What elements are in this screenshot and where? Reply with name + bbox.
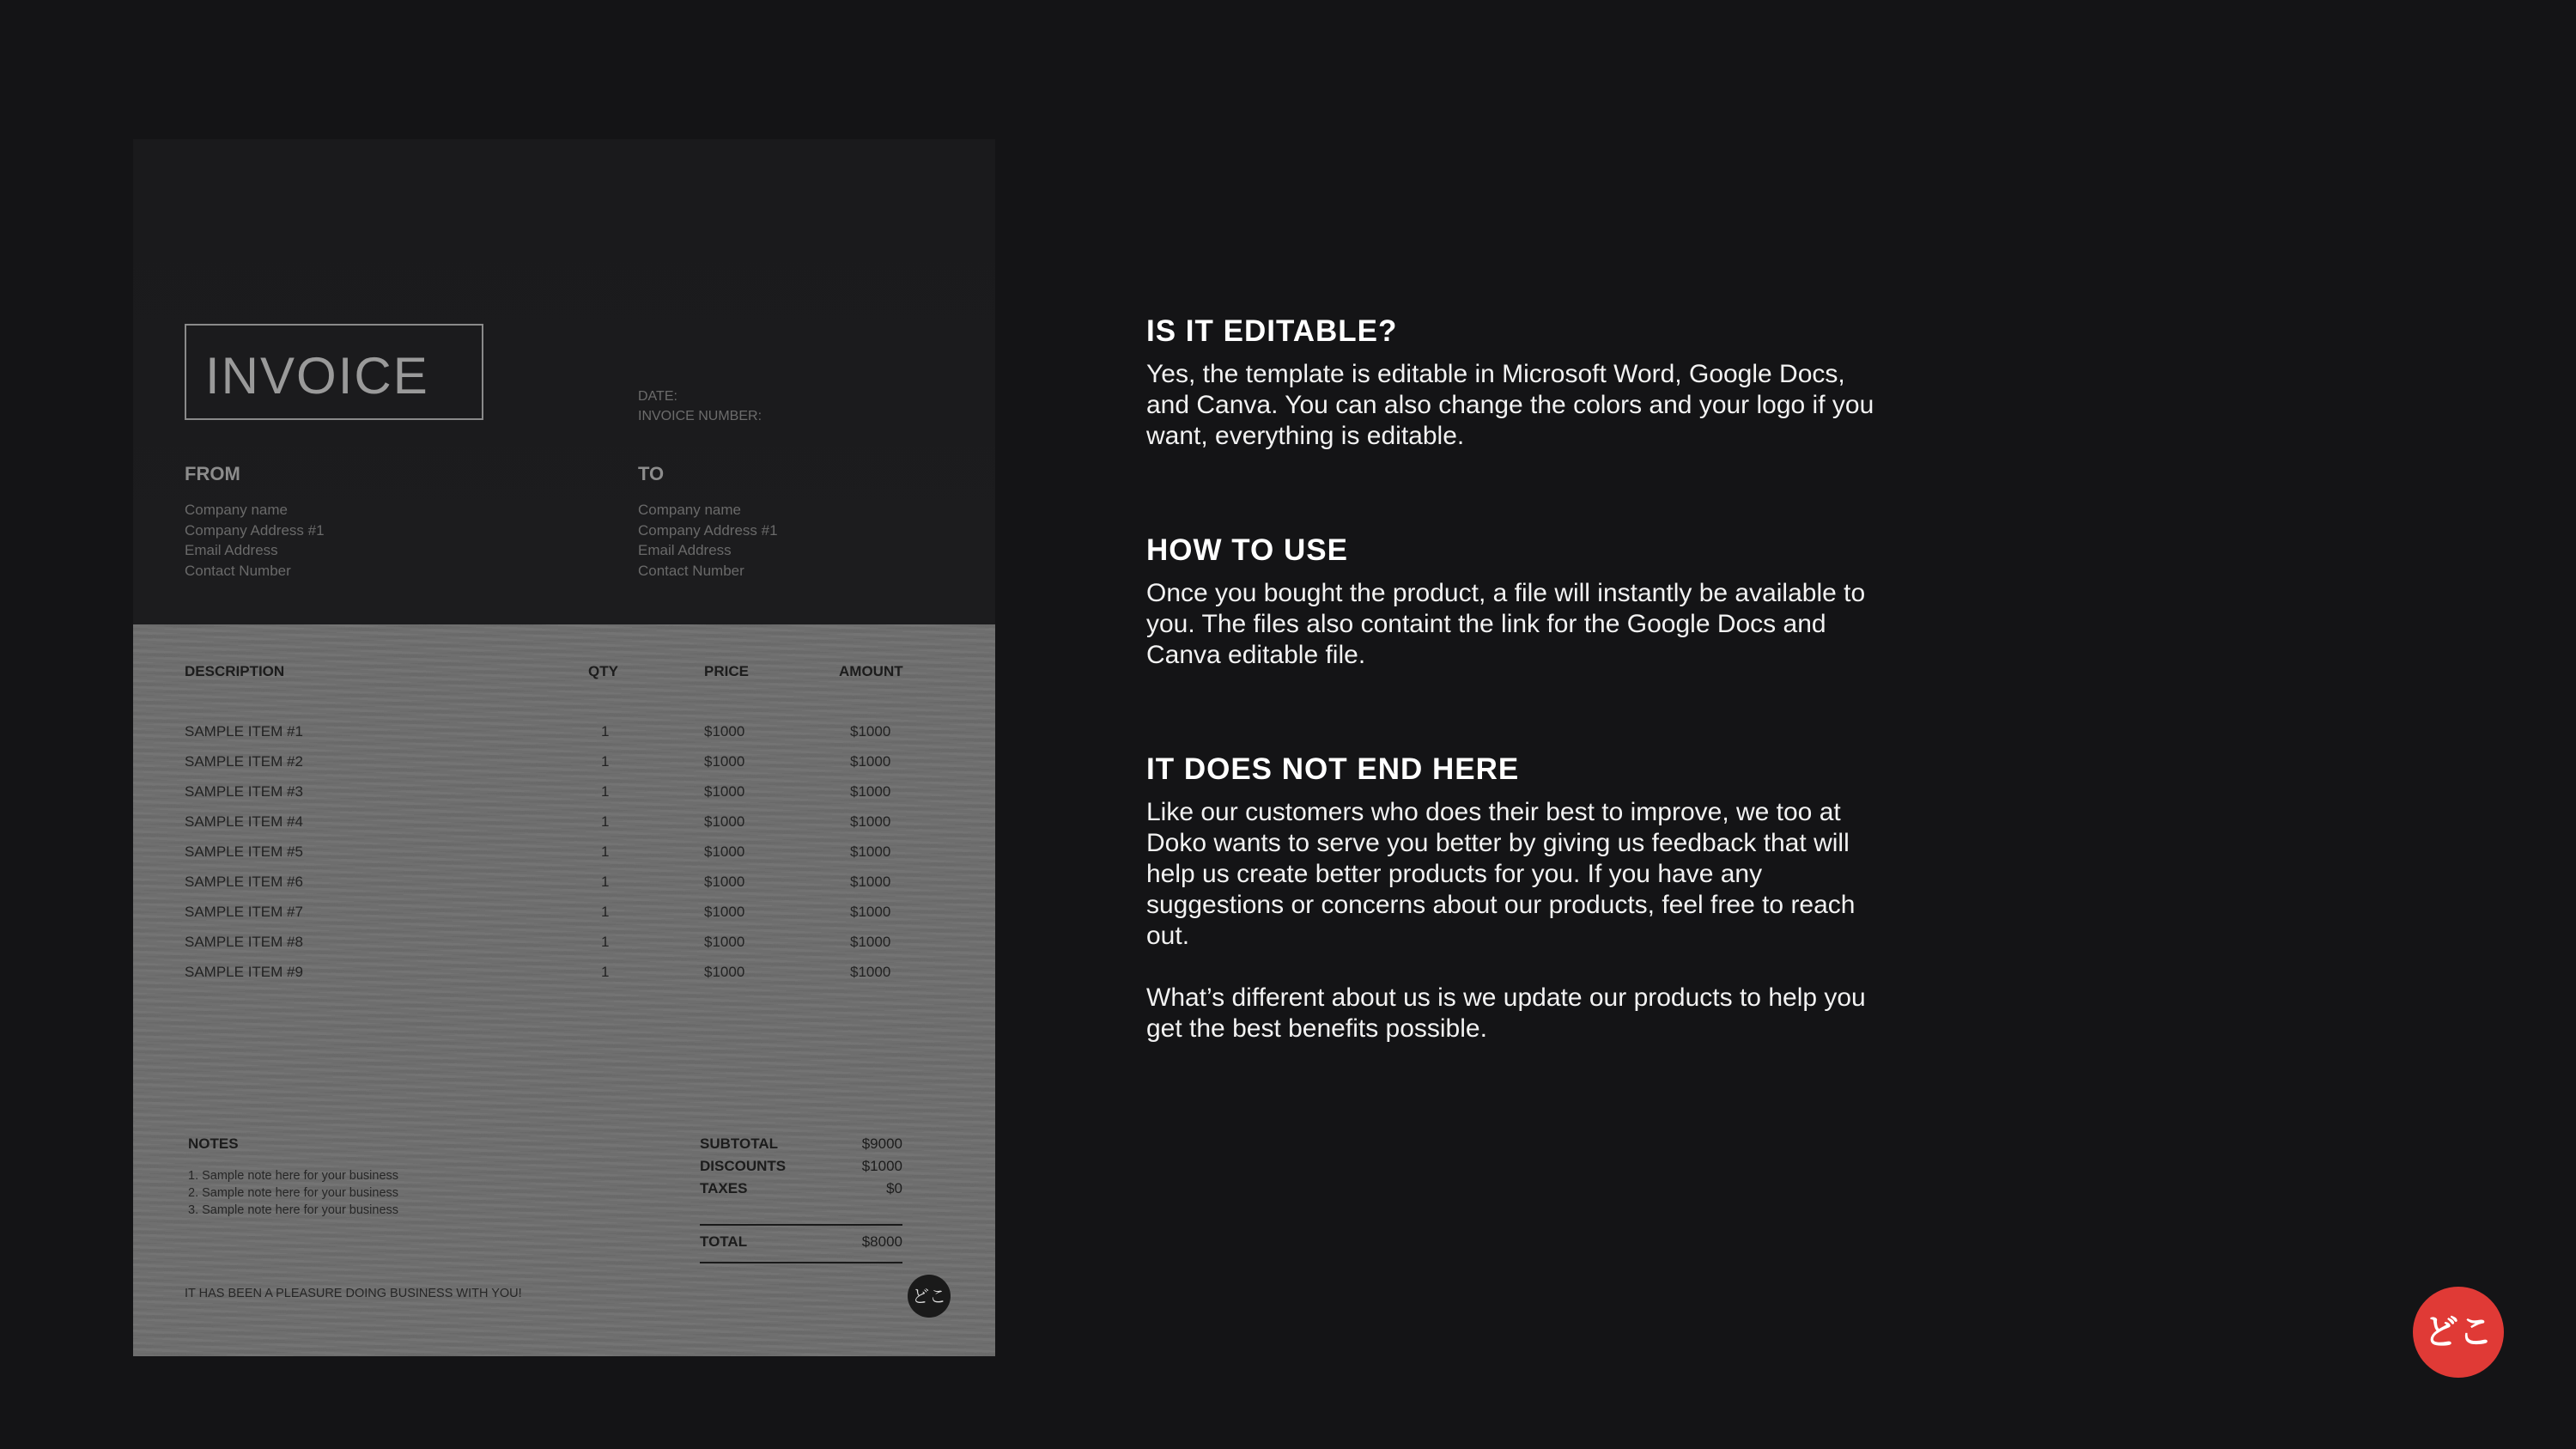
discounts-value: $1000 xyxy=(861,1158,902,1174)
item-description: SAMPLE ITEM #2 xyxy=(185,753,303,770)
from-details xyxy=(185,500,325,581)
item-qty: 1 xyxy=(601,813,610,830)
item-description: SAMPLE ITEM #3 xyxy=(185,783,303,800)
item-qty: 1 xyxy=(601,723,610,740)
note-item: 3. Sample note here for your business xyxy=(188,1203,399,1217)
item-qty: 1 xyxy=(601,843,610,860)
item-price: $1000 xyxy=(704,904,745,920)
table-row xyxy=(133,753,995,783)
faq-heading: HOW TO USE xyxy=(1146,533,1348,567)
table-row xyxy=(133,934,995,964)
taxes-row xyxy=(700,1180,902,1202)
item-price: $1000 xyxy=(704,843,745,860)
note-item: 2. Sample note here for your business xyxy=(188,1186,399,1200)
column-header-description: DESCRIPTION xyxy=(185,663,285,679)
discounts-label: DISCOUNTS xyxy=(700,1158,787,1174)
item-description: SAMPLE ITEM #1 xyxy=(185,723,303,740)
item-price: $1000 xyxy=(704,783,745,800)
invoice-logo: どこ xyxy=(908,1275,951,1318)
faq-how-to-use xyxy=(1146,533,1885,671)
item-qty: 1 xyxy=(601,753,610,770)
item-amount: $1000 xyxy=(850,723,891,740)
table-row xyxy=(133,874,995,904)
total-row xyxy=(700,1233,902,1256)
invoice-title-box xyxy=(185,324,483,420)
column-header-qty: QTY xyxy=(588,663,618,679)
subtotal-value: $9000 xyxy=(861,1135,902,1152)
from-email: Email Address xyxy=(185,542,278,558)
item-amount: $1000 xyxy=(850,904,891,920)
brand-logo-badge: どこ xyxy=(2413,1287,2504,1378)
item-amount: $1000 xyxy=(850,934,891,950)
faq-paragraph: Like our customers who does their best to improve, we too at Doko wants to serve you better by giving us feedback that will help us create better products for you. If you have any suggestions or concerns about our products, feel free to reach out. xyxy=(1146,798,1856,950)
item-price: $1000 xyxy=(704,874,745,890)
table-row xyxy=(133,783,995,813)
item-description: SAMPLE ITEM #7 xyxy=(185,904,303,920)
taxes-value: $0 xyxy=(886,1180,902,1196)
table-row xyxy=(133,723,995,753)
discounts-row xyxy=(700,1158,902,1180)
invoice-number-label: INVOICE NUMBER: xyxy=(638,409,762,423)
subtotal-row xyxy=(700,1135,902,1158)
table-row xyxy=(133,904,995,934)
item-qty: 1 xyxy=(601,874,610,890)
item-amount: $1000 xyxy=(850,843,891,860)
subtotal-label: SUBTOTAL xyxy=(700,1135,778,1152)
taxes-label: TAXES xyxy=(700,1180,748,1196)
note-item: 1. Sample note here for your business xyxy=(188,1169,399,1183)
item-amount: $1000 xyxy=(850,753,891,770)
notes-heading: NOTES xyxy=(188,1135,239,1152)
table-row xyxy=(133,843,995,874)
total-divider-bottom xyxy=(700,1262,902,1263)
total-divider-top xyxy=(700,1224,902,1226)
total-value: $8000 xyxy=(861,1233,902,1250)
item-description: SAMPLE ITEM #6 xyxy=(185,874,303,890)
to-email: Email Address xyxy=(638,542,732,558)
faq-heading: IS IT EDITABLE? xyxy=(1146,314,1398,348)
column-header-price: PRICE xyxy=(704,663,749,679)
item-description: SAMPLE ITEM #5 xyxy=(185,843,303,860)
faq-paragraph: Once you bought the product, a file will instantly be available to you. The files also containt the link for the Google Docs and Canva editable file. xyxy=(1146,579,1866,669)
total-label: TOTAL xyxy=(700,1233,748,1250)
item-price: $1000 xyxy=(704,964,745,980)
invoice-preview xyxy=(133,139,995,1356)
to-company-name: Company name xyxy=(638,502,742,518)
faq-editable xyxy=(1146,314,1885,452)
table-row xyxy=(133,964,995,994)
item-amount: $1000 xyxy=(850,813,891,830)
column-header-amount: AMOUNT xyxy=(839,663,903,679)
table-row xyxy=(133,813,995,843)
item-qty: 1 xyxy=(601,783,610,800)
item-amount: $1000 xyxy=(850,874,891,890)
from-company-address: Company Address #1 xyxy=(185,521,325,539)
faq-paragraph: Yes, the template is editable in Microsoft Word, Google Docs, and Canva. You can also change the colors and your logo if you want, everything is editable. xyxy=(1146,360,1874,450)
faq-does-not-end xyxy=(1146,752,1885,1044)
faq-paragraph: What’s different about us is we update our products to help you get the best benefits possible. xyxy=(1146,983,1866,1043)
from-contact: Contact Number xyxy=(185,562,291,579)
thank-you-message: IT HAS BEEN A PLEASURE DOING BUSINESS WITH YOU! xyxy=(185,1287,522,1300)
notes-list xyxy=(188,1167,398,1219)
invoice-header-section xyxy=(133,139,995,624)
date-label: DATE: xyxy=(638,389,677,404)
item-price: $1000 xyxy=(704,813,745,830)
invoice-title: INVOICE xyxy=(205,347,429,405)
item-description: SAMPLE ITEM #4 xyxy=(185,813,303,830)
item-qty: 1 xyxy=(601,904,610,920)
item-qty: 1 xyxy=(601,934,610,950)
to-contact: Contact Number xyxy=(638,562,744,579)
item-description: SAMPLE ITEM #8 xyxy=(185,934,303,950)
invoice-meta xyxy=(638,387,762,426)
to-company-address: Company Address #1 xyxy=(638,521,778,539)
item-description: SAMPLE ITEM #9 xyxy=(185,964,303,980)
item-amount: $1000 xyxy=(850,783,891,800)
from-company-name: Company name xyxy=(185,502,289,518)
item-amount: $1000 xyxy=(850,964,891,980)
item-price: $1000 xyxy=(704,934,745,950)
to-heading: TO xyxy=(638,463,665,484)
faq-heading: IT DOES NOT END HERE xyxy=(1146,752,1520,786)
item-price: $1000 xyxy=(704,723,745,740)
item-qty: 1 xyxy=(601,964,610,980)
to-details xyxy=(638,500,778,581)
item-price: $1000 xyxy=(704,753,745,770)
from-heading: FROM xyxy=(185,463,240,484)
